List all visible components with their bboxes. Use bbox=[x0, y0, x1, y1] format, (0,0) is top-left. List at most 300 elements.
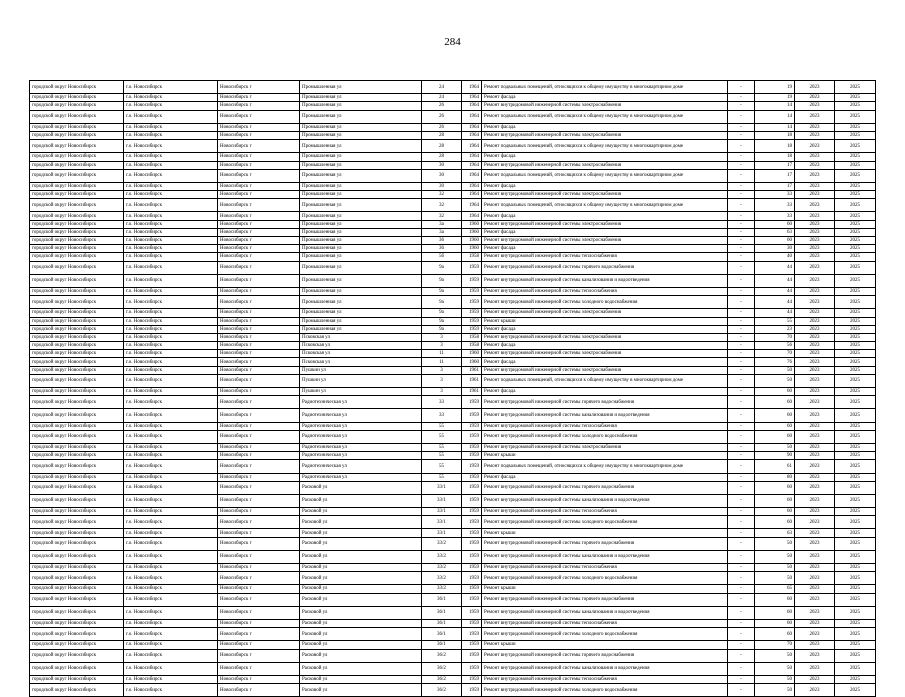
build-year-cell: 1958 bbox=[462, 333, 482, 341]
table-row bbox=[30, 606, 876, 619]
dash-cell: - bbox=[728, 325, 755, 333]
table-row bbox=[30, 191, 876, 199]
municipality-cell: г.о. Новосибирск bbox=[124, 443, 218, 451]
build-year-cell: 1964 bbox=[462, 191, 482, 199]
value-cell: 60 bbox=[755, 409, 795, 422]
end-year-cell: 2025 bbox=[835, 191, 876, 199]
district-cell: городской округ Новосибирск bbox=[30, 94, 124, 102]
dash-cell: - bbox=[728, 374, 755, 387]
end-year-cell: 2025 bbox=[835, 287, 876, 295]
start-year-cell: 2023 bbox=[795, 350, 835, 358]
table-row bbox=[30, 430, 876, 443]
end-year-cell: 2025 bbox=[835, 481, 876, 494]
city-cell: Новосибирск г bbox=[218, 430, 300, 443]
table-row bbox=[30, 350, 876, 358]
street-cell: Пушкин ул bbox=[300, 366, 422, 374]
district-cell: городской округ Новосибирск bbox=[30, 422, 124, 430]
district-cell: городской округ Новосибирск bbox=[30, 409, 124, 422]
dash-cell: - bbox=[728, 585, 755, 593]
house-number-cell: 3 bbox=[422, 333, 462, 341]
house-number-cell: 33/1 bbox=[422, 481, 462, 494]
build-year-cell: 1964 bbox=[462, 182, 482, 190]
house-number-cell: 36/1 bbox=[422, 593, 462, 606]
end-year-cell: 2025 bbox=[835, 325, 876, 333]
value-cell: 50 bbox=[755, 662, 795, 675]
street-cell: Расковой ул bbox=[300, 619, 422, 627]
city-cell: Новосибирск г bbox=[218, 317, 300, 325]
city-cell: Новосибирск г bbox=[218, 169, 300, 182]
value-cell: 60 bbox=[755, 220, 795, 228]
district-cell: городской округ Новосибирск bbox=[30, 585, 124, 593]
end-year-cell: 2025 bbox=[835, 494, 876, 507]
work-type-cell: Ремонт внутридомовой инженерной системы электроснабжения bbox=[482, 102, 728, 110]
city-cell: Новосибирск г bbox=[218, 325, 300, 333]
municipality-cell: г.о. Новосибирск bbox=[124, 481, 218, 494]
house-number-cell: 11 bbox=[422, 350, 462, 358]
value-cell: 50 bbox=[755, 572, 795, 585]
house-number-cell: 55 bbox=[422, 473, 462, 481]
build-year-cell: 1959 bbox=[462, 409, 482, 422]
municipality-cell: г.о. Новосибирск bbox=[124, 287, 218, 295]
street-cell: Расковой ул bbox=[300, 593, 422, 606]
build-year-cell: 1959 bbox=[462, 606, 482, 619]
work-type-cell: Ремонт внутридомовой инженерной системы канализования и водоотведения bbox=[482, 409, 728, 422]
street-cell: Расковой ул bbox=[300, 628, 422, 641]
end-year-cell: 2025 bbox=[835, 212, 876, 220]
work-type-cell: Ремонт внутридомовой инженерной системы холодного водоснабжения bbox=[482, 430, 728, 443]
dash-cell: - bbox=[728, 537, 755, 550]
work-type-cell: Ремонт фасада bbox=[482, 212, 728, 220]
table-row bbox=[30, 274, 876, 287]
value-cell: 50 bbox=[755, 537, 795, 550]
table-row bbox=[30, 572, 876, 585]
start-year-cell: 2023 bbox=[795, 593, 835, 606]
municipality-cell: г.о. Новосибирск bbox=[124, 537, 218, 550]
street-cell: Расковой ул bbox=[300, 537, 422, 550]
street-cell: Промышленная ул bbox=[300, 325, 422, 333]
value-cell: 33 bbox=[755, 212, 795, 220]
table-row bbox=[30, 102, 876, 110]
start-year-cell: 2023 bbox=[795, 606, 835, 619]
house-number-cell: 33 bbox=[422, 409, 462, 422]
end-year-cell: 2025 bbox=[835, 593, 876, 606]
district-cell: городской округ Новосибирск bbox=[30, 245, 124, 253]
district-cell: городской округ Новосибирск bbox=[30, 564, 124, 572]
work-type-cell: Ремонт крыши bbox=[482, 317, 728, 325]
municipality-cell: г.о. Новосибирск bbox=[124, 422, 218, 430]
table-row bbox=[30, 374, 876, 387]
dash-cell: - bbox=[728, 153, 755, 161]
dash-cell: - bbox=[728, 342, 755, 350]
start-year-cell: 2023 bbox=[795, 366, 835, 374]
start-year-cell: 2023 bbox=[795, 81, 835, 94]
value-cell: 60 bbox=[755, 593, 795, 606]
house-number-cell: 33/2 bbox=[422, 550, 462, 563]
street-cell: Промышленная ул bbox=[300, 169, 422, 182]
municipality-cell: г.о. Новосибирск bbox=[124, 199, 218, 212]
value-cell: 50 bbox=[755, 443, 795, 451]
table-row bbox=[30, 287, 876, 295]
work-type-cell: Ремонт внутридомовой инженерной системы горячего водоснабжения bbox=[482, 481, 728, 494]
dash-cell: - bbox=[728, 649, 755, 662]
dash-cell: - bbox=[728, 550, 755, 563]
work-type-cell: Ремонт фасада bbox=[482, 358, 728, 366]
city-cell: Новосибирск г bbox=[218, 508, 300, 516]
city-cell: Новосибирск г bbox=[218, 452, 300, 460]
city-cell: Новосибирск г bbox=[218, 473, 300, 481]
work-type-cell: Ремонт внутридомовой инженерной системы электроснабжения bbox=[482, 350, 728, 358]
city-cell: Новосибирск г bbox=[218, 161, 300, 169]
dash-cell: - bbox=[728, 409, 755, 422]
build-year-cell: 1964 bbox=[462, 123, 482, 131]
table-row bbox=[30, 237, 876, 245]
build-year-cell: 1964 bbox=[462, 169, 482, 182]
table-row bbox=[30, 585, 876, 593]
table-row bbox=[30, 662, 876, 675]
dash-cell: - bbox=[728, 287, 755, 295]
city-cell: Новосибирск г bbox=[218, 237, 300, 245]
work-type-cell: Ремонт внутридомовой инженерной системы теплоснабжения bbox=[482, 619, 728, 627]
build-year-cell: 1960 bbox=[462, 228, 482, 236]
start-year-cell: 2023 bbox=[795, 94, 835, 102]
start-year-cell: 2023 bbox=[795, 317, 835, 325]
house-number-cell: 26 bbox=[422, 102, 462, 110]
build-year-cell: 1959 bbox=[462, 317, 482, 325]
value-cell: 70 bbox=[755, 333, 795, 341]
work-type-cell: Ремонт внутридомовой инженерной системы теплоснабжения bbox=[482, 253, 728, 261]
district-cell: городской округ Новосибирск bbox=[30, 675, 124, 683]
municipality-cell: г.о. Новосибирск bbox=[124, 140, 218, 153]
street-cell: Промышленная ул bbox=[300, 123, 422, 131]
municipality-cell: г.о. Новосибирск bbox=[124, 212, 218, 220]
build-year-cell: 1959 bbox=[462, 396, 482, 409]
district-cell: городской округ Новосибирск bbox=[30, 452, 124, 460]
table-row bbox=[30, 342, 876, 350]
city-cell: Новосибирск г bbox=[218, 81, 300, 94]
build-year-cell: 1959 bbox=[462, 481, 482, 494]
district-cell: городской округ Новосибирск bbox=[30, 191, 124, 199]
dash-cell: - bbox=[728, 274, 755, 287]
work-type-cell: Ремонт подвальных помещений, относящихся к общему имуществу в многоквартирном доме bbox=[482, 199, 728, 212]
district-cell: городской округ Новосибирск bbox=[30, 662, 124, 675]
start-year-cell: 2023 bbox=[795, 169, 835, 182]
start-year-cell: 2023 bbox=[795, 529, 835, 537]
dash-cell: - bbox=[728, 350, 755, 358]
street-cell: Промышленная ул bbox=[300, 182, 422, 190]
district-cell: городской округ Новосибирск bbox=[30, 374, 124, 387]
value-cell: 14 bbox=[755, 110, 795, 123]
street-cell: Промышленная ул bbox=[300, 199, 422, 212]
house-number-cell: 30 bbox=[422, 161, 462, 169]
house-number-cell: 3 bbox=[422, 366, 462, 374]
city-cell: Новосибирск г bbox=[218, 675, 300, 683]
end-year-cell: 2025 bbox=[835, 131, 876, 139]
street-cell: Промышленная ул bbox=[300, 131, 422, 139]
build-year-cell: 1959 bbox=[462, 572, 482, 585]
end-year-cell: 2025 bbox=[835, 550, 876, 563]
work-type-cell: Ремонт внутридомовой инженерной системы холодного водоснабжения bbox=[482, 572, 728, 585]
house-number-cell: 55 bbox=[422, 443, 462, 451]
value-cell: 60 bbox=[755, 396, 795, 409]
table-row bbox=[30, 473, 876, 481]
end-year-cell: 2025 bbox=[835, 628, 876, 641]
street-cell: Радиотехническая ул bbox=[300, 409, 422, 422]
start-year-cell: 2023 bbox=[795, 212, 835, 220]
house-number-cell: 3 bbox=[422, 388, 462, 396]
house-number-cell: 32 bbox=[422, 191, 462, 199]
municipality-cell: г.о. Новосибирск bbox=[124, 529, 218, 537]
district-cell: городской округ Новосибирск bbox=[30, 649, 124, 662]
municipality-cell: г.о. Новосибирск bbox=[124, 550, 218, 563]
end-year-cell: 2025 bbox=[835, 366, 876, 374]
value-cell: 56 bbox=[755, 342, 795, 350]
value-cell: 17 bbox=[755, 161, 795, 169]
table-row bbox=[30, 333, 876, 341]
street-cell: Расковой ул bbox=[300, 606, 422, 619]
district-cell: городской округ Новосибирск bbox=[30, 508, 124, 516]
district-cell: городской округ Новосибирск bbox=[30, 494, 124, 507]
house-number-cell: 30 bbox=[422, 169, 462, 182]
build-year-cell: 1964 bbox=[462, 131, 482, 139]
value-cell: 33 bbox=[755, 199, 795, 212]
city-cell: Новосибирск г bbox=[218, 358, 300, 366]
district-cell: городской округ Новосибирск bbox=[30, 473, 124, 481]
district-cell: городской округ Новосибирск bbox=[30, 572, 124, 585]
city-cell: Новосибирск г bbox=[218, 481, 300, 494]
value-cell: 50 bbox=[755, 675, 795, 683]
work-type-cell: Ремонт крыши bbox=[482, 529, 728, 537]
value-cell: 70 bbox=[755, 350, 795, 358]
municipality-cell: г.о. Новосибирск bbox=[124, 452, 218, 460]
dash-cell: - bbox=[728, 388, 755, 396]
city-cell: Новосибирск г bbox=[218, 649, 300, 662]
dash-cell: - bbox=[728, 212, 755, 220]
value-cell: 44 bbox=[755, 296, 795, 309]
district-cell: городской округ Новосибирск bbox=[30, 81, 124, 94]
value-cell: 50 bbox=[755, 649, 795, 662]
table-row bbox=[30, 537, 876, 550]
page-number: 284 bbox=[444, 36, 461, 48]
table-row bbox=[30, 494, 876, 507]
value-cell: 50 bbox=[755, 564, 795, 572]
municipality-cell: г.о. Новосибирск bbox=[124, 606, 218, 619]
street-cell: Расковой ул bbox=[300, 641, 422, 649]
street-cell: Промышленная ул bbox=[300, 274, 422, 287]
street-cell: Псковская ул bbox=[300, 358, 422, 366]
district-cell: городской округ Новосибирск bbox=[30, 131, 124, 139]
end-year-cell: 2025 bbox=[835, 409, 876, 422]
work-type-cell: Ремонт внутридомовой инженерной системы электроснабжения bbox=[482, 191, 728, 199]
end-year-cell: 2025 bbox=[835, 675, 876, 683]
district-cell: городской округ Новосибирск bbox=[30, 443, 124, 451]
value-cell: 17 bbox=[755, 169, 795, 182]
build-year-cell: 1959 bbox=[462, 287, 482, 295]
dash-cell: - bbox=[728, 473, 755, 481]
work-type-cell: Ремонт фасада bbox=[482, 94, 728, 102]
end-year-cell: 2025 bbox=[835, 237, 876, 245]
house-number-cell: 36/2 bbox=[422, 649, 462, 662]
start-year-cell: 2023 bbox=[795, 199, 835, 212]
municipality-cell: г.о. Новосибирск bbox=[124, 261, 218, 274]
district-cell: городской округ Новосибирск bbox=[30, 366, 124, 374]
street-cell: Расковой ул bbox=[300, 529, 422, 537]
table-row bbox=[30, 396, 876, 409]
end-year-cell: 2025 bbox=[835, 140, 876, 153]
value-cell: 63 bbox=[755, 228, 795, 236]
end-year-cell: 2025 bbox=[835, 619, 876, 627]
build-year-cell: 1959 bbox=[462, 619, 482, 627]
build-year-cell: 1959 bbox=[462, 516, 482, 529]
dash-cell: - bbox=[728, 516, 755, 529]
city-cell: Новосибирск г bbox=[218, 374, 300, 387]
work-type-cell: Ремонт внутридомовой инженерной системы канализования и водоотведения bbox=[482, 494, 728, 507]
end-year-cell: 2025 bbox=[835, 374, 876, 387]
start-year-cell: 2023 bbox=[795, 481, 835, 494]
start-year-cell: 2023 bbox=[795, 684, 835, 697]
municipality-cell: г.о. Новосибирск bbox=[124, 358, 218, 366]
municipality-cell: г.о. Новосибирск bbox=[124, 473, 218, 481]
street-cell: Расковой ул bbox=[300, 572, 422, 585]
table-row bbox=[30, 550, 876, 563]
city-cell: Новосибирск г bbox=[218, 443, 300, 451]
table-row bbox=[30, 529, 876, 537]
city-cell: Новосибирск г bbox=[218, 366, 300, 374]
table-row bbox=[30, 564, 876, 572]
municipality-cell: г.о. Новосибирск bbox=[124, 325, 218, 333]
municipality-cell: г.о. Новосибирск bbox=[124, 161, 218, 169]
municipality-cell: г.о. Новосибирск bbox=[124, 102, 218, 110]
work-type-cell: Ремонт фасада bbox=[482, 182, 728, 190]
end-year-cell: 2025 bbox=[835, 342, 876, 350]
city-cell: Новосибирск г bbox=[218, 131, 300, 139]
value-cell: 60 bbox=[755, 481, 795, 494]
municipality-cell: г.о. Новосибирск bbox=[124, 237, 218, 245]
city-cell: Новосибирск г bbox=[218, 110, 300, 123]
district-cell: городской округ Новосибирск bbox=[30, 325, 124, 333]
end-year-cell: 2025 bbox=[835, 350, 876, 358]
start-year-cell: 2023 bbox=[795, 261, 835, 274]
table-row bbox=[30, 169, 876, 182]
end-year-cell: 2025 bbox=[835, 473, 876, 481]
work-type-cell: Ремонт внутридомовой инженерной системы канализования и водоотведения bbox=[482, 606, 728, 619]
start-year-cell: 2023 bbox=[795, 572, 835, 585]
street-cell: Радиотехническая ул bbox=[300, 422, 422, 430]
municipality-cell: г.о. Новосибирск bbox=[124, 81, 218, 94]
end-year-cell: 2025 bbox=[835, 110, 876, 123]
city-cell: Новосибирск г bbox=[218, 350, 300, 358]
house-number-cell: 9а bbox=[422, 317, 462, 325]
dash-cell: - bbox=[728, 572, 755, 585]
end-year-cell: 2025 bbox=[835, 253, 876, 261]
table-row bbox=[30, 212, 876, 220]
work-type-cell: Ремонт фасада bbox=[482, 342, 728, 350]
street-cell: Радиотехническая ул bbox=[300, 452, 422, 460]
value-cell: 44 bbox=[755, 287, 795, 295]
table-row bbox=[30, 199, 876, 212]
start-year-cell: 2023 bbox=[795, 274, 835, 287]
house-number-cell: 36/2 bbox=[422, 675, 462, 683]
build-year-cell: 1959 bbox=[462, 430, 482, 443]
dash-cell: - bbox=[728, 102, 755, 110]
dash-cell: - bbox=[728, 619, 755, 627]
end-year-cell: 2025 bbox=[835, 649, 876, 662]
value-cell: 50 bbox=[755, 366, 795, 374]
table-row bbox=[30, 619, 876, 627]
municipality-cell: г.о. Новосибирск bbox=[124, 131, 218, 139]
municipality-cell: г.о. Новосибирск bbox=[124, 182, 218, 190]
dash-cell: - bbox=[728, 309, 755, 317]
value-cell: 14 bbox=[755, 102, 795, 110]
municipality-cell: г.о. Новосибирск bbox=[124, 169, 218, 182]
repair-program-table bbox=[29, 80, 876, 697]
start-year-cell: 2023 bbox=[795, 153, 835, 161]
dash-cell: - bbox=[728, 81, 755, 94]
house-number-cell: 32 bbox=[422, 199, 462, 212]
end-year-cell: 2025 bbox=[835, 296, 876, 309]
district-cell: городской округ Новосибирск bbox=[30, 228, 124, 236]
table-row bbox=[30, 649, 876, 662]
build-year-cell: 1959 bbox=[462, 550, 482, 563]
street-cell: Радиотехническая ул bbox=[300, 443, 422, 451]
city-cell: Новосибирск г bbox=[218, 619, 300, 627]
end-year-cell: 2025 bbox=[835, 309, 876, 317]
district-cell: городской округ Новосибирск bbox=[30, 169, 124, 182]
house-number-cell: 26 bbox=[422, 123, 462, 131]
street-cell: Промышленная ул bbox=[300, 253, 422, 261]
value-cell: 50 bbox=[755, 550, 795, 563]
house-number-cell: 11 bbox=[422, 358, 462, 366]
start-year-cell: 2023 bbox=[795, 473, 835, 481]
start-year-cell: 2023 bbox=[795, 309, 835, 317]
house-number-cell: 36/1 bbox=[422, 619, 462, 627]
street-cell: Промышленная ул bbox=[300, 220, 422, 228]
city-cell: Новосибирск г bbox=[218, 564, 300, 572]
start-year-cell: 2023 bbox=[795, 123, 835, 131]
end-year-cell: 2025 bbox=[835, 641, 876, 649]
work-type-cell: Ремонт внутридомовой инженерной системы холодного водоснабжения bbox=[482, 628, 728, 641]
start-year-cell: 2023 bbox=[795, 388, 835, 396]
build-year-cell: 1960 bbox=[462, 237, 482, 245]
house-number-cell: 33/2 bbox=[422, 537, 462, 550]
city-cell: Новосибирск г bbox=[218, 253, 300, 261]
house-number-cell: 24 bbox=[422, 94, 462, 102]
table-row bbox=[30, 366, 876, 374]
build-year-cell: 1959 bbox=[462, 641, 482, 649]
house-number-cell: 33/1 bbox=[422, 508, 462, 516]
municipality-cell: г.о. Новосибирск bbox=[124, 388, 218, 396]
value-cell: 14 bbox=[755, 123, 795, 131]
build-year-cell: 1959 bbox=[462, 473, 482, 481]
start-year-cell: 2023 bbox=[795, 287, 835, 295]
start-year-cell: 2023 bbox=[795, 619, 835, 627]
work-type-cell: Ремонт фасада bbox=[482, 388, 728, 396]
build-year-cell: 1959 bbox=[462, 564, 482, 572]
build-year-cell: 1961 bbox=[462, 374, 482, 387]
dash-cell: - bbox=[728, 641, 755, 649]
value-cell: 18 bbox=[755, 131, 795, 139]
end-year-cell: 2025 bbox=[835, 274, 876, 287]
table-row bbox=[30, 443, 876, 451]
street-cell: Промышленная ул bbox=[300, 261, 422, 274]
district-cell: городской округ Новосибирск bbox=[30, 296, 124, 309]
municipality-cell: г.о. Новосибирск bbox=[124, 245, 218, 253]
municipality-cell: г.о. Новосибирск bbox=[124, 585, 218, 593]
build-year-cell: 1964 bbox=[462, 199, 482, 212]
municipality-cell: г.о. Новосибирск bbox=[124, 366, 218, 374]
house-number-cell: 36/1 bbox=[422, 641, 462, 649]
work-type-cell: Ремонт внутридомовой инженерной системы теплоснабжения bbox=[482, 508, 728, 516]
house-number-cell: 36 bbox=[422, 245, 462, 253]
